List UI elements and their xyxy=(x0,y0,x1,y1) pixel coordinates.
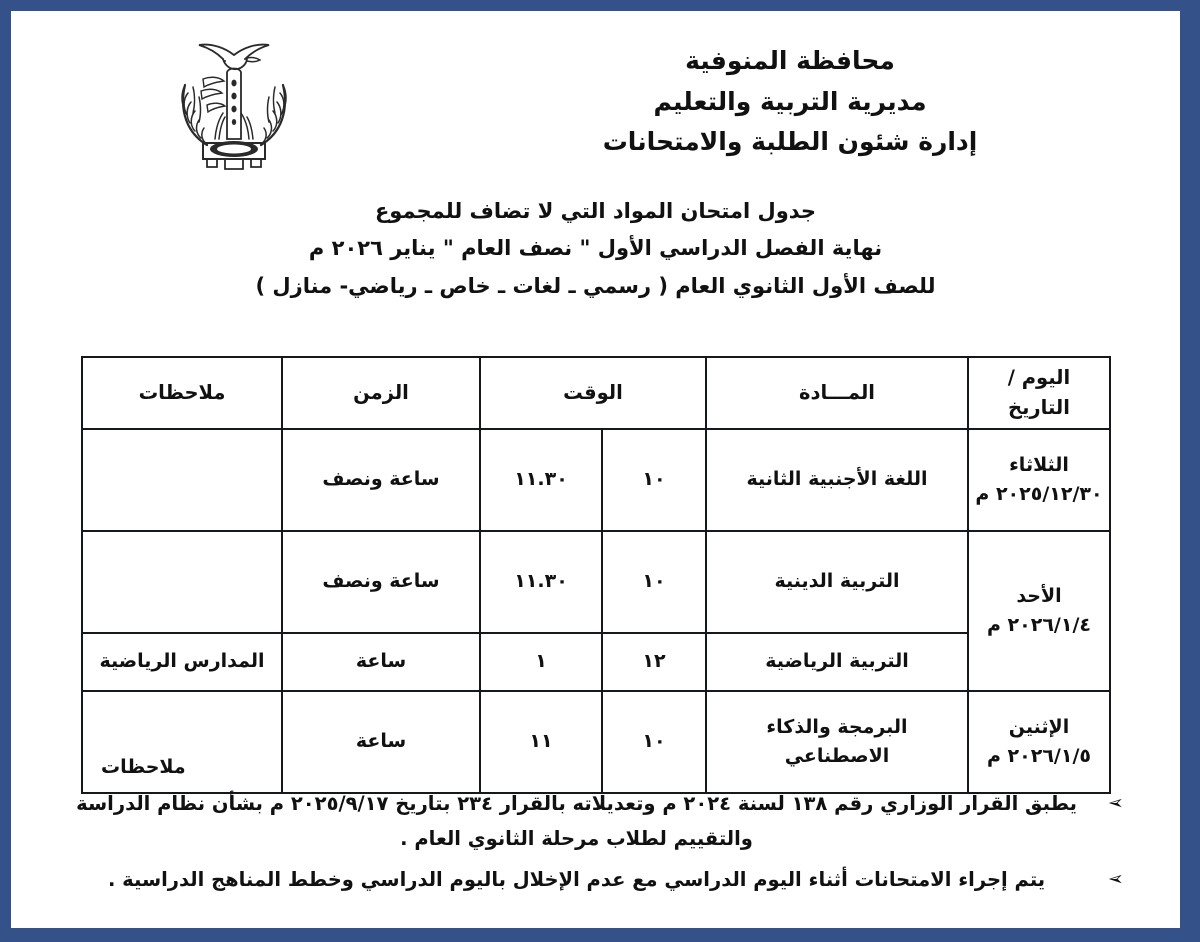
header-notes: ملاحظات xyxy=(82,357,282,429)
cell-time-end: ١١ xyxy=(480,691,602,793)
cell-time-start: ١٠ xyxy=(602,531,706,633)
org-line-department: إدارة شئون الطلبة والامتحانات xyxy=(602,127,978,156)
subject-line-2: الاصطناعي xyxy=(784,745,890,767)
cell-duration: ساعة xyxy=(282,633,480,691)
exam-schedule-table-container xyxy=(83,356,1111,794)
cell-date-sunday xyxy=(968,531,1110,691)
exam-schedule-table xyxy=(81,356,1111,794)
document-header xyxy=(11,25,1180,185)
cell-date-tuesday xyxy=(968,429,1110,531)
cell-time-end: ١١.٣٠ xyxy=(480,429,602,531)
arrow-bullet-icon: ➢ xyxy=(1108,868,1124,891)
cell-notes xyxy=(82,429,282,531)
cell-subject: التربية الدينية xyxy=(706,531,968,633)
table-row xyxy=(82,429,1110,531)
date-value-label: ٢٠٢٦/١/٥ م xyxy=(986,745,1091,767)
subject-line-1: البرمجة والذكاء xyxy=(766,715,908,738)
table-header-row xyxy=(82,357,1110,429)
cell-subject: اللغة الأجنبية الثانية xyxy=(706,429,968,531)
cell-time-start: ١٠ xyxy=(602,429,706,531)
cell-time-end: ١ xyxy=(480,633,602,691)
organization-heading xyxy=(510,41,1070,163)
table-row xyxy=(82,531,1110,633)
cell-duration: ساعة ونصف xyxy=(282,531,480,633)
title-term-line: نهاية الفصل الدراسي الأول " نصف العام " يناير ٢٠٢٦ م xyxy=(308,236,883,261)
page-title: جدول امتحان المواد التي لا تضاف للمجموع xyxy=(374,199,817,223)
notes-heading: ملاحظات xyxy=(101,756,186,778)
note-text: يتم إجراء الامتحانات أثناء اليوم الدراسي مع عدم الإخلال باليوم الدراسي وخطط المناهج الدراسية . xyxy=(107,868,1046,892)
document-sheet xyxy=(11,11,1180,928)
title-grade-line: للصف الأول الثانوي العام ( رسمي ـ لغات ـ خاص ـ رياضي- منازل ) xyxy=(255,273,936,298)
cell-time-end: ١١.٣٠ xyxy=(480,531,602,633)
date-day-label: الإثنين xyxy=(1008,715,1070,738)
table-row xyxy=(82,633,1110,691)
cell-notes xyxy=(82,531,282,633)
notes-section xyxy=(11,756,1180,905)
note-item xyxy=(39,787,1134,856)
cell-time-start: ١٢ xyxy=(602,633,706,691)
cell-subject: التربية الرياضية xyxy=(706,633,968,691)
org-line-governorate: محافظة المنوفية xyxy=(685,46,895,75)
cell-time-start: ١٠ xyxy=(602,691,706,793)
date-day-label: الثلاثاء xyxy=(1009,453,1069,476)
arrow-bullet-icon: ➢ xyxy=(1108,792,1124,814)
header-subject: المـــادة xyxy=(706,357,968,429)
cell-duration: ساعة xyxy=(282,691,480,793)
note-text: يطبق القرار الوزاري رقم ١٣٨ لسنة ٢٠٢٤ م وتعديلاته بالقرار ٢٣٤ بتاريخ ٢٠٢٥/٩/١٧ م بشأن نظام الدراسة والتقييم لطلاب مرحلة الثانوي العام . xyxy=(76,792,1077,850)
org-line-directorate: مديرية التربية والتعليم xyxy=(653,86,927,116)
date-day-label: الأحد xyxy=(1016,584,1062,607)
note-item xyxy=(39,863,1134,898)
header-date: اليوم / التاريخ xyxy=(968,357,1110,429)
header-time: الوقت xyxy=(480,357,706,429)
menoufia-governorate-emblem-icon xyxy=(159,27,309,177)
date-value-label: ٢٠٢٦/١/٤ م xyxy=(986,614,1091,636)
cell-duration: ساعة ونصف xyxy=(282,429,480,531)
document-title-block xyxy=(11,193,1180,305)
header-duration: الزمن xyxy=(282,357,480,429)
date-value-label: ٢٠٢٥/١٢/٣٠ م xyxy=(975,483,1103,505)
cell-notes: المدارس الرياضية xyxy=(82,633,282,691)
